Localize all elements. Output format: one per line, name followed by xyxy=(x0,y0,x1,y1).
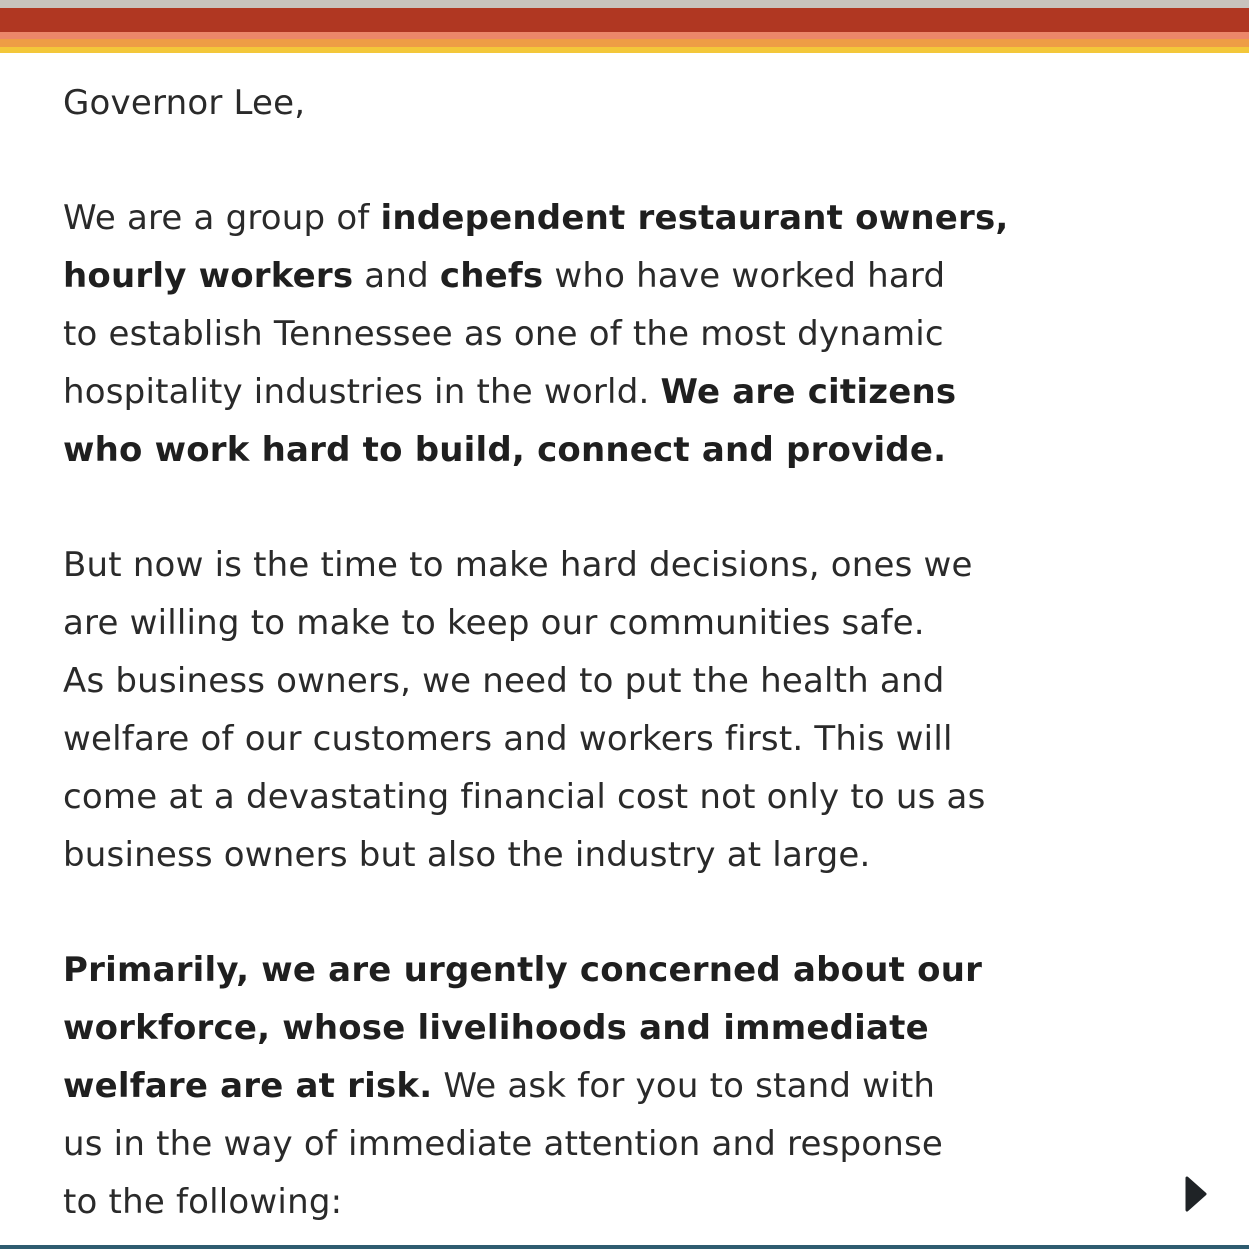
text-run: who have worked hard xyxy=(543,256,946,296)
triangle-right-icon xyxy=(1184,1175,1208,1213)
bold-text-run: We are citizens xyxy=(660,372,957,412)
paragraph-1-line-4 xyxy=(63,363,1213,421)
paragraph-1-line-1 xyxy=(63,189,1213,247)
stripe-orange xyxy=(0,39,1249,47)
stripe-yellow xyxy=(0,47,1249,53)
stripe-red xyxy=(0,8,1249,32)
paragraph-2-line-2: are willing to make to keep our communities safe. xyxy=(63,603,925,643)
bold-text-run: independent restaurant owners, xyxy=(380,198,1009,238)
paragraph-2-line-1: But now is the time to make hard decisions, ones we xyxy=(63,545,973,585)
paragraph-2 xyxy=(63,536,1213,884)
bold-text-run: hourly workers xyxy=(63,256,354,296)
paragraph-2-line-3: As business owners, we need to put the health and xyxy=(63,661,945,701)
stripe-salmon xyxy=(0,32,1249,39)
paragraph-gap xyxy=(63,884,1213,941)
letter-body xyxy=(63,74,1213,1231)
paragraph-1-line-3: to establish Tennessee as one of the most dynamic xyxy=(63,314,944,354)
next-page-button[interactable] xyxy=(1184,1175,1208,1213)
paragraph-2-line-6: business owners but also the industry at large. xyxy=(63,835,871,875)
paragraph-3-line-5: to the following: xyxy=(63,1182,343,1222)
paragraph-gap xyxy=(63,132,1213,189)
text-run: and xyxy=(353,256,440,296)
paragraph-3 xyxy=(63,941,1213,1231)
paragraph-1-line-2 xyxy=(63,247,1213,305)
bold-text-run: welfare are at risk. xyxy=(63,1066,433,1106)
paragraph-2-line-5: come at a devastating financial cost not only to us as xyxy=(63,777,986,817)
paragraph-3-line-3 xyxy=(63,1057,1213,1115)
header-stripes xyxy=(0,0,1249,54)
stripe-top-edge xyxy=(0,0,1249,8)
paragraph-3-line-2: workforce, whose livelihoods and immediate xyxy=(63,1008,929,1048)
text-run: We ask for you to stand with xyxy=(432,1066,936,1106)
paragraph-gap xyxy=(63,479,1213,536)
paragraph-1-line-5: who work hard to build, connect and provide. xyxy=(63,430,947,470)
paragraph-3-line-4: us in the way of immediate attention and response xyxy=(63,1124,944,1164)
text-run: We are a group of xyxy=(63,198,381,238)
paragraph-2-line-4: welfare of our customers and workers first. This will xyxy=(63,719,953,759)
bottom-border xyxy=(0,1245,1249,1249)
paragraph-1 xyxy=(63,189,1213,479)
bold-text-run: chefs xyxy=(439,256,544,296)
salutation: Governor Lee, xyxy=(63,83,306,123)
paragraph-3-line-1: Primarily, we are urgently concerned about our xyxy=(63,950,983,990)
text-run: hospitality industries in the world. xyxy=(63,372,661,412)
